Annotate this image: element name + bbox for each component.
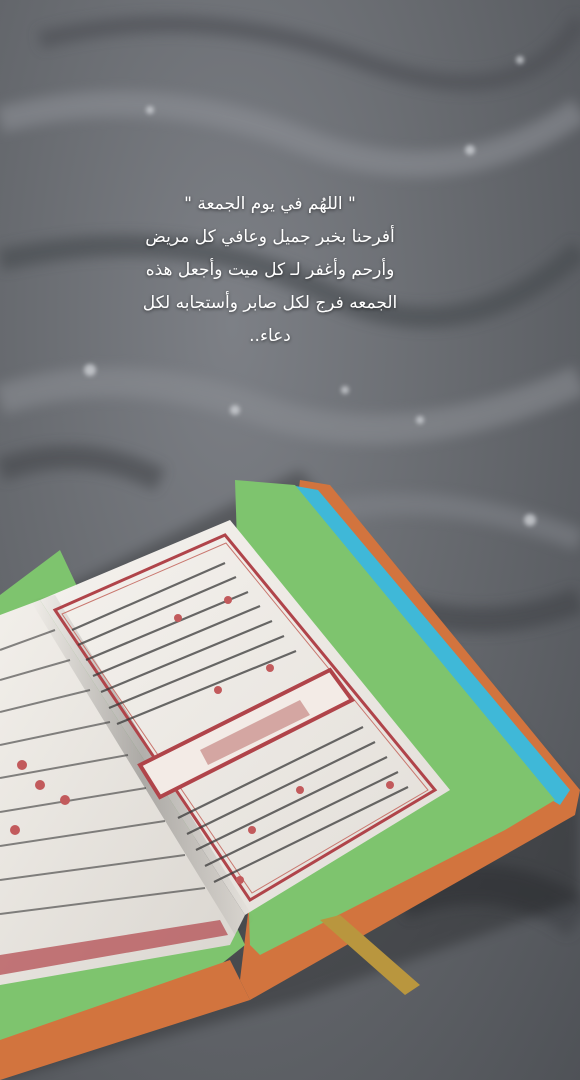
caption-line-4: الجمعه فرج لكل صابر وأستجابه لكل [142,293,398,313]
caption-line-1: " اللهُم في يوم الجمعة " [184,194,356,214]
caption-line-3: وأرحم وأغفر لـ كل ميت وأجعل هذه [145,260,395,280]
dua-caption [90,188,450,353]
open-book [0,470,580,1080]
caption-line-5: دعاء.. [249,326,291,346]
caption-line-2: أفرحنا بخبر جميل وعافي كل مريض [145,227,395,247]
